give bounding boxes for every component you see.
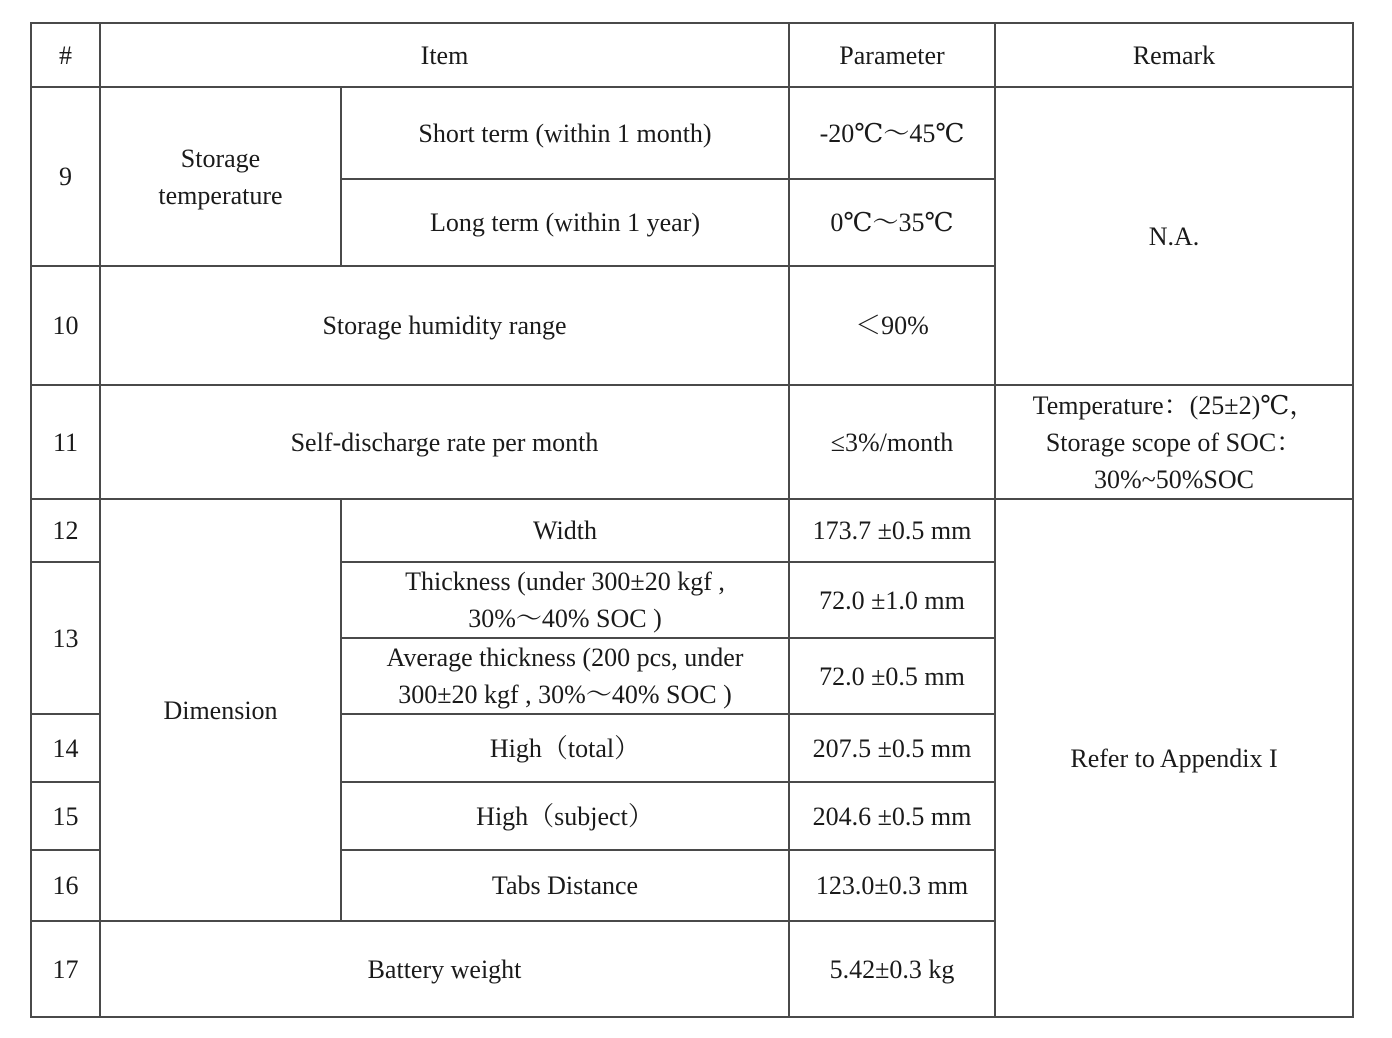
remark-line: 30%~50%SOC — [1094, 464, 1254, 494]
row-num: 10 — [31, 266, 100, 385]
table-row — [31, 499, 1353, 562]
item-average-thickness — [341, 638, 789, 714]
param-width: 173.7 ±0.5 mm — [789, 499, 995, 562]
row-num: 11 — [31, 385, 100, 499]
param-tabs-distance: 123.0±0.3 mm — [789, 850, 995, 921]
remark-line: Temperature：(25±2)℃， — [1032, 390, 1316, 420]
header-item: Item — [100, 23, 789, 87]
param-battery-weight: 5.42±0.3 kg — [789, 921, 995, 1017]
item-thickness — [341, 562, 789, 638]
spec-table — [30, 22, 1354, 1018]
remark-na: N.A. — [995, 87, 1353, 385]
row-num: 16 — [31, 850, 100, 921]
table-row — [31, 87, 1353, 179]
item-line: 300±20 kgf , 30%～40% SOC ) — [398, 680, 732, 709]
row-num: 13 — [31, 562, 100, 714]
table-row — [31, 385, 1353, 499]
param-long-term: 0℃～35℃ — [789, 179, 995, 266]
remark-self-discharge — [995, 385, 1353, 499]
group-storage-temperature — [100, 87, 341, 266]
header-num: # — [31, 23, 100, 87]
item-line: 30%～40% SOC ) — [468, 604, 662, 633]
item-width: Width — [341, 499, 789, 562]
row-num: 12 — [31, 499, 100, 562]
item-humidity: Storage humidity range — [100, 266, 789, 385]
group-label-line: temperature — [158, 180, 283, 210]
param-thickness: 72.0 ±1.0 mm — [789, 562, 995, 638]
param-average-thickness: 72.0 ±0.5 mm — [789, 638, 995, 714]
item-high-total: High（total） — [341, 714, 789, 782]
param-self-discharge: ≤3%/month — [789, 385, 995, 499]
group-label-line: Storage — [180, 143, 261, 173]
header-parameter: Parameter — [789, 23, 995, 87]
row-num: 9 — [31, 87, 100, 266]
item-line: Thickness (under 300±20 kgf , — [405, 567, 725, 596]
row-num: 17 — [31, 921, 100, 1017]
group-dimension: Dimension — [100, 499, 341, 921]
param-short-term: -20℃～45℃ — [789, 87, 995, 179]
item-battery-weight: Battery weight — [100, 921, 789, 1017]
param-high-subject: 204.6 ±0.5 mm — [789, 782, 995, 850]
param-high-total: 207.5 ±0.5 mm — [789, 714, 995, 782]
remark-appendix: Refer to Appendix I — [995, 499, 1353, 1017]
row-num: 14 — [31, 714, 100, 782]
remark-line: Storage scope of SOC： — [1045, 427, 1303, 457]
item-short-term: Short term (within 1 month) — [341, 87, 789, 179]
header-remark: Remark — [995, 23, 1353, 87]
item-tabs-distance: Tabs Distance — [341, 850, 789, 921]
item-line: Average thickness (200 pcs, under — [386, 643, 744, 672]
item-long-term: Long term (within 1 year) — [341, 179, 789, 266]
row-num: 15 — [31, 782, 100, 850]
item-high-subject: High（subject） — [341, 782, 789, 850]
param-humidity: ＜90% — [789, 266, 995, 385]
item-self-discharge: Self-discharge rate per month — [100, 385, 789, 499]
table-header-row — [31, 23, 1353, 87]
